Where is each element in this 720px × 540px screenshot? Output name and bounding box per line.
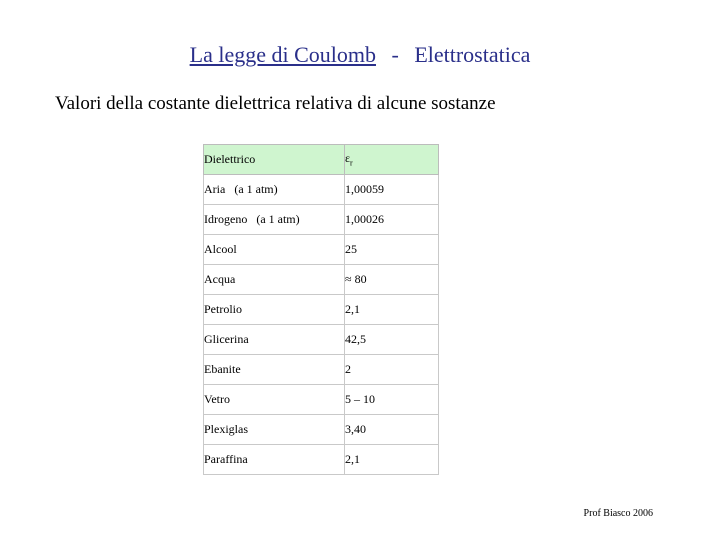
epsilon-value: 2 <box>345 355 439 385</box>
slide-title <box>0 42 720 68</box>
epsilon-subscript: r <box>350 158 353 168</box>
epsilon-value: 3,40 <box>345 415 439 445</box>
table-row <box>204 385 439 415</box>
table-row <box>204 175 439 205</box>
epsilon-value: 42,5 <box>345 325 439 355</box>
title-link[interactable]: La legge di Coulomb <box>189 42 376 67</box>
substance-name: Plexiglas <box>204 415 345 445</box>
epsilon-value: 1,00059 <box>345 175 439 205</box>
header-dielectric: Dielettrico <box>204 145 345 175</box>
dielectric-table <box>203 144 439 475</box>
epsilon-value: 2,1 <box>345 445 439 475</box>
epsilon-value: 25 <box>345 235 439 265</box>
substance-name: Alcool <box>204 235 345 265</box>
slide-subtitle: Valori della costante dielettrica relativa di alcune sostanze <box>55 93 496 114</box>
title-topic: Elettrostatica <box>414 42 531 67</box>
header-epsilon <box>345 145 439 175</box>
epsilon-value: 5 – 10 <box>345 385 439 415</box>
substance-name: Glicerina <box>204 325 345 355</box>
substance-name: Paraffina <box>204 445 345 475</box>
substance-name: Acqua <box>204 265 345 295</box>
table-row <box>204 295 439 325</box>
substance-name: Vetro <box>204 385 345 415</box>
table-row <box>204 415 439 445</box>
footer-credit: Prof Biasco 2006 <box>583 508 653 519</box>
epsilon-value: 1,00026 <box>345 205 439 235</box>
substance-name: Aria (a 1 atm) <box>204 175 345 205</box>
substance-name: Petrolio <box>204 295 345 325</box>
table-row <box>204 205 439 235</box>
epsilon-value: ≈ 80 <box>345 265 439 295</box>
table-row <box>204 355 439 385</box>
substance-name: Ebanite <box>204 355 345 385</box>
substance-name: Idrogeno (a 1 atm) <box>204 205 345 235</box>
title-separator: - <box>391 42 399 67</box>
epsilon-value: 2,1 <box>345 295 439 325</box>
table-row <box>204 445 439 475</box>
table-row <box>204 235 439 265</box>
epsilon-symbol: ε <box>345 151 351 166</box>
table-row <box>204 265 439 295</box>
table-row <box>204 325 439 355</box>
table-header-row <box>204 145 439 175</box>
